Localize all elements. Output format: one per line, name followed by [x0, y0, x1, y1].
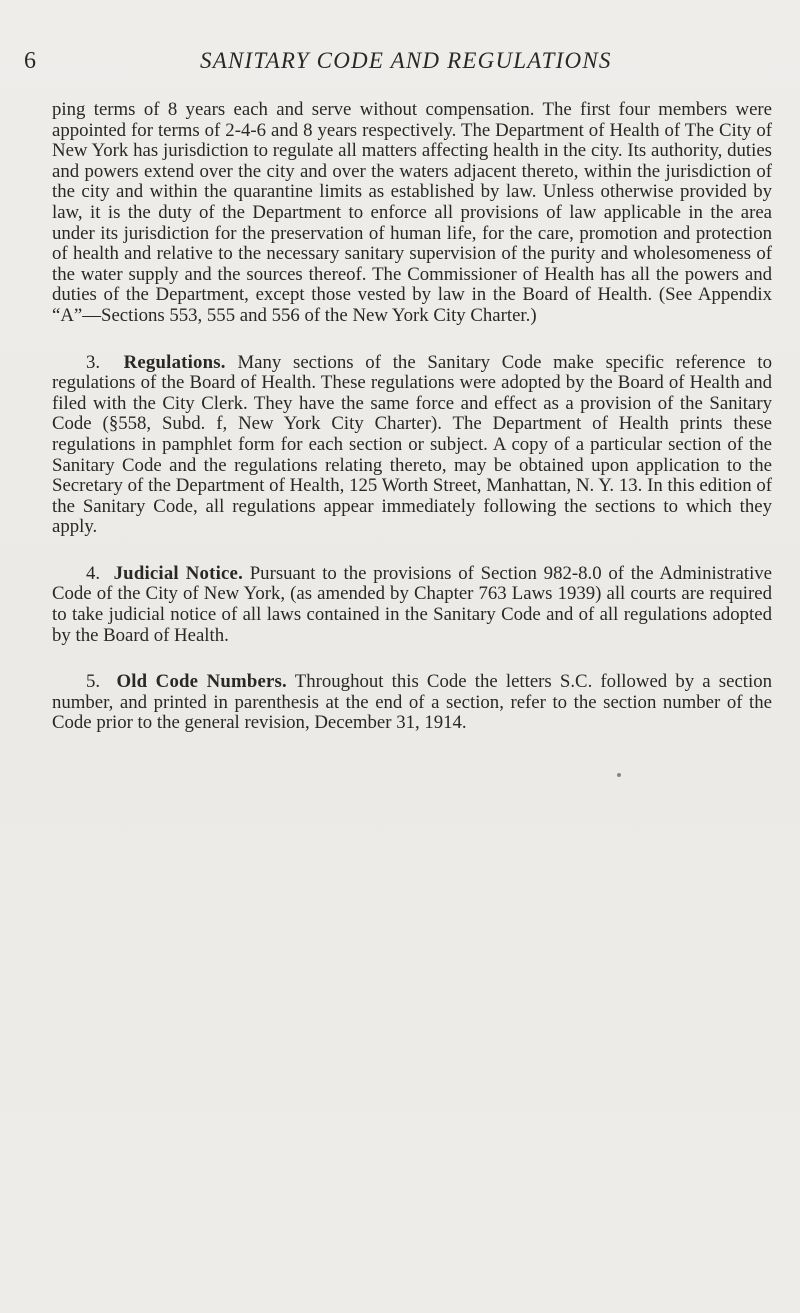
section-text: Many sections of the Sanitary Code make specific reference to regulations of the Board of Health. These regulations were adopted by the Board of Health and filed with the City Clerk. They have the same force and effect as a provision of the Sanitary Code (§558, Subd. f, New York City Charter). The Department of Health prints these regulations in pamphlet form for each section or subject. A copy of a particular section of the Sanitary Code and the regulations relating thereto, may be obtained upon application to the Secretary of the Department of Health, 125 Worth Street, Manhattan, N. Y. 13. In this edition of the Sanitary Code, all regulations appear immediately following the sections to which they apply. — [52, 351, 772, 538]
section-text: Pursuant to the provisions of Section 982-8.0 of the Administrative Code of the City of New York, (as amended by Chapter 763 Laws 1939) all courts are required to take judicial notice of all laws contained in the Sanitary Code and of all regulations adopted by the Board of Health. — [52, 562, 773, 646]
section-regulations — [52, 353, 772, 538]
section-old-code-numbers — [52, 672, 772, 734]
body-text — [52, 100, 772, 734]
paper-speck — [617, 773, 621, 777]
section-text: Throughout this Code the letters S.C. followed by a section number, and printed in parenthesis at the end of a section, refer to the section number of the Code prior to the general revision, December 31, 1914. — [52, 671, 773, 734]
section-heading: Regulations. — [123, 351, 226, 373]
section-number: 3. — [86, 351, 101, 373]
page-number: 6 — [24, 48, 36, 74]
section-heading: Old Code Numbers. — [116, 671, 287, 693]
page-header — [0, 47, 800, 77]
section-number: 4. — [86, 562, 101, 584]
running-title: SANITARY CODE AND REGULATIONS — [200, 48, 612, 73]
section-heading: Judicial Notice. — [113, 562, 243, 584]
paragraph-text: ping terms of 8 years each and serve without compensation. The first four members were appointed for terms of 2-4-6 and 8 years respectively. The Department of Health of The City of New York has jurisdiction to regulate all matters affecting health in the city. Its authority, duties and powers extend over the city and over the waters adjacent thereto, within the jurisdiction of the city and within the quarantine limits as established by law. Unless otherwise provided by law, it is the duty of the Department to enforce all provisions of law applicable in the area under its jurisdiction for the preservation of human life, for the care, promotion and protection of health and relative to the necessary sanitary supervision of the purity and wholesomeness of the water supply and the sources thereof. The Commissioner of Health has all the powers and duties of the Department, except those vested by law in the Board of Health. (See Appendix “A”—Sections 553, 555 and 556 of the New York City Charter.) — [52, 99, 772, 326]
section-judicial-notice — [52, 564, 772, 646]
section-number: 5. — [86, 671, 101, 693]
paragraph-continuation — [52, 100, 772, 327]
